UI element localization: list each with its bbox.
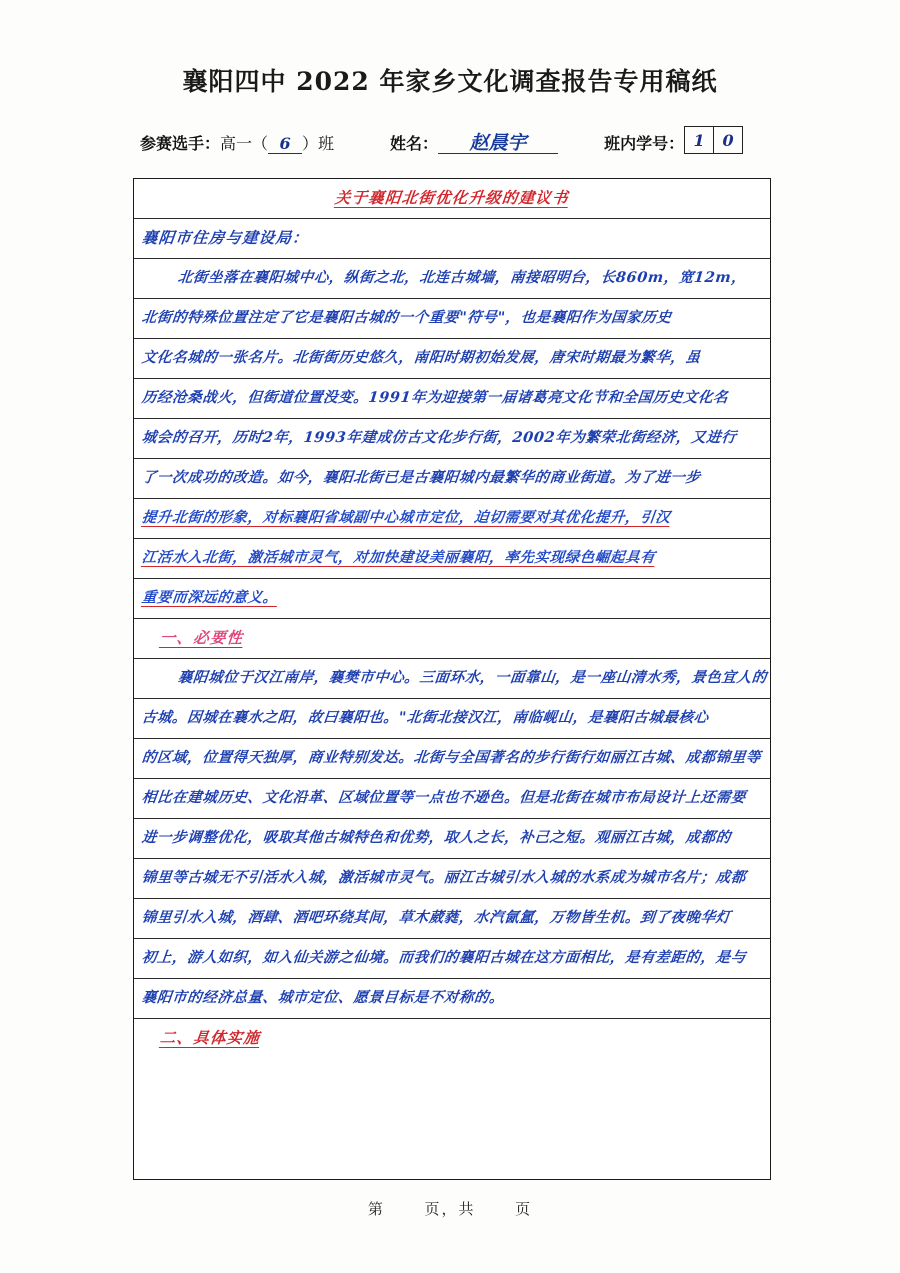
student-id-digit-2[interactable]: 0 bbox=[722, 130, 734, 150]
name-field bbox=[390, 131, 558, 154]
essay-title: 关于襄阳北街优化升级的建议书 bbox=[334, 187, 570, 207]
essay-text: 锦里等古城无不引活水入城，激活城市灵气。丽江古城引水入城的水系成为城市名片；成都 bbox=[141, 869, 747, 886]
grade-text: 高一（ bbox=[220, 134, 269, 153]
essay-text: 北街坐落在襄阳城中心，纵街之北，北连古城墙，南接昭明台，长860m，宽12m， bbox=[177, 269, 748, 286]
page-footer bbox=[0, 1198, 900, 1219]
essay-line bbox=[134, 539, 770, 579]
essay-text: 襄阳市住房与建设局： bbox=[140, 227, 310, 247]
essay-text: 城会的召开，历时2年，1993年建成仿古文化步行街，2002年为繁荣北街经济，又进行 bbox=[141, 429, 738, 446]
name-label: 姓名： bbox=[390, 134, 439, 153]
essay-text: 锦里引水入城，酒肆、酒吧环绕其间，草木葳蕤，水汽氤氲，万物皆生机。到了夜晚华灯 bbox=[141, 909, 732, 926]
essay-text: 提升北街的形象，对标襄阳省域副中心城市定位，迫切需要对其优化提升，引汉 bbox=[141, 509, 672, 526]
footer-page-prefix: 第 bbox=[367, 1200, 385, 1218]
essay-heading: 二、具体实施 bbox=[158, 1028, 262, 1047]
essay-text: 了一次成功的改造。如今，襄阳北街已是古襄阳城内最繁华的商业街道。为了进一步 bbox=[141, 469, 702, 486]
name-value[interactable]: 赵晨宇 bbox=[438, 133, 558, 154]
essay-text: 相比在建城历史、文化沿革、区域位置等一点也不逊色。但是北街在城市布局设计上还需要 bbox=[141, 789, 747, 806]
essay-line bbox=[134, 1019, 770, 1059]
essay-line bbox=[134, 619, 770, 659]
essay-heading: 一、必要性 bbox=[158, 627, 245, 647]
essay-line bbox=[134, 459, 770, 499]
manuscript-sheet bbox=[133, 178, 771, 1180]
metadata-row bbox=[140, 120, 780, 154]
essay-line bbox=[134, 499, 770, 539]
essay-line bbox=[134, 379, 770, 419]
essay-line bbox=[134, 779, 770, 819]
essay-line bbox=[134, 659, 770, 699]
essay-line bbox=[134, 259, 770, 299]
student-id-field bbox=[604, 126, 743, 154]
essay-text: 古城。因城在襄水之阳，故曰襄阳也。"北街北接汉江，南临岘山，是襄阳古城最核心 bbox=[141, 709, 710, 726]
essay-line bbox=[134, 579, 770, 619]
essay-line bbox=[134, 899, 770, 939]
essay-text: 北街的特殊位置注定了它是襄阳古城的一个重要"符号"，也是襄阳作为国家历史 bbox=[141, 309, 673, 326]
essay-text: 重要而深远的意义。 bbox=[141, 589, 279, 606]
essay-line bbox=[134, 859, 770, 899]
essay-text: 襄阳市的经济总量、城市定位、愿景目标是不对称的。 bbox=[141, 989, 506, 1006]
essay-line bbox=[134, 339, 770, 379]
student-id-boxes bbox=[684, 126, 743, 154]
essay-text: 襄阳城位于汉江南岸，襄樊市中心。三面环水，一面靠山，是一座山清水秀，景色宜人的 bbox=[177, 669, 768, 686]
footer-page-mid: 页，共 bbox=[424, 1200, 476, 1218]
essay-line bbox=[134, 179, 770, 219]
essay-line bbox=[134, 739, 770, 779]
student-id-label: 班内学号： bbox=[604, 134, 685, 153]
essay-text: 江活水入北街，激活城市灵气，对加快建设美丽襄阳，率先实现绿色崛起具有 bbox=[141, 549, 657, 566]
essay-line bbox=[134, 299, 770, 339]
essay-line bbox=[134, 979, 770, 1019]
footer-page-suffix: 页 bbox=[515, 1200, 533, 1218]
contestant-label: 参赛选手： bbox=[140, 134, 221, 153]
essay-line bbox=[134, 939, 770, 979]
essay-line bbox=[134, 819, 770, 859]
essay-line bbox=[134, 699, 770, 739]
essay-line bbox=[134, 419, 770, 459]
essay-text: 初上，游人如织，如入仙关游之仙境。而我们的襄阳古城在这方面相比，是有差距的，是与 bbox=[141, 949, 747, 966]
class-suffix: ）班 bbox=[302, 134, 335, 153]
student-id-digit-1[interactable]: 1 bbox=[685, 127, 714, 153]
essay-line bbox=[134, 219, 770, 259]
class-value[interactable]: 6 bbox=[268, 134, 302, 154]
essay-text: 历经沧桑战火，但街道位置没变。1991年为迎接第一届诸葛亮文化节和全国历史文化名 bbox=[141, 389, 730, 406]
essay-text: 进一步调整优化，吸取其他古城特色和优势，取人之长，补己之短。观丽江古城，成都的 bbox=[141, 829, 732, 846]
essay-text: 的区域，位置得天独厚，商业特别发达。北街与全国著名的步行街行如丽江古城、成都锦里等 bbox=[141, 749, 762, 766]
contestant-field bbox=[140, 131, 334, 154]
essay-text: 文化名城的一张名片。北街街历史悠久，南阳时期初始发展，唐宋时期最为繁华，虽 bbox=[141, 349, 702, 366]
page-title: 襄阳四中 2022 年家乡文化调查报告专用稿纸 bbox=[182, 67, 718, 96]
